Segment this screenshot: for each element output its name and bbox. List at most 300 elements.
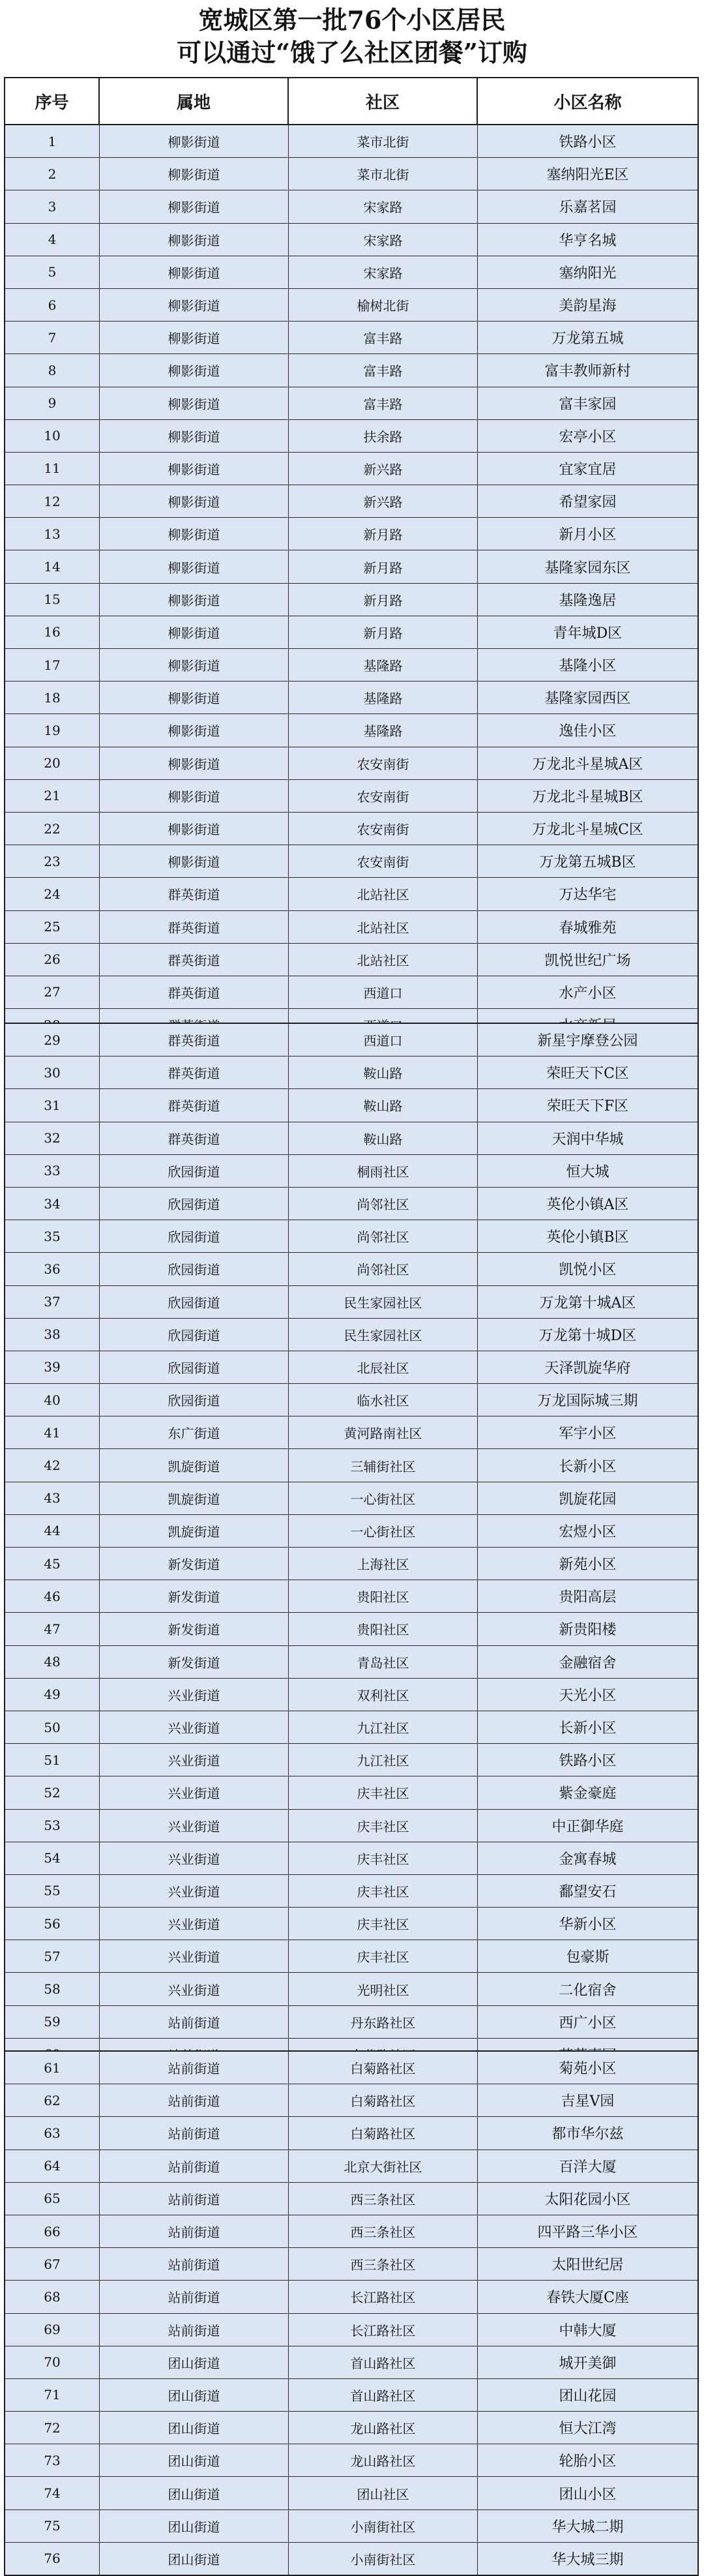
table-panel-1: [4, 77, 699, 1042]
cell-community: 榆树北街: [289, 289, 478, 321]
cell-subdistrict: 柳影街道: [100, 747, 289, 779]
cell-index: 20: [5, 747, 100, 779]
cell-subdistrict: 兴业街道: [100, 1776, 289, 1808]
table-row: [5, 2183, 697, 2215]
cell-subdistrict: 群英街道: [100, 976, 289, 1008]
table-row: [5, 1155, 697, 1188]
cell-subdistrict: 柳影街道: [100, 387, 289, 419]
cell-community: 基隆路: [289, 681, 478, 713]
cell-index: 68: [5, 2281, 100, 2313]
cell-index: 19: [5, 714, 100, 746]
cell-residence-name: 四平路三华小区: [537, 2224, 638, 2241]
cell-community: 农安南街: [289, 747, 478, 779]
header-subdistrict: 属地: [100, 78, 289, 124]
cell-residence-name: 春铁大厦C座: [546, 2290, 629, 2307]
table-row: [5, 2052, 697, 2084]
cell-index: 15: [5, 584, 100, 616]
table-row: [5, 1056, 697, 1089]
cell-community: 农安南街: [289, 845, 478, 877]
table-row: [5, 1384, 697, 1416]
table-row: [5, 2346, 697, 2379]
cell-residence-name: 金融宿舍: [559, 1655, 617, 1671]
cell-residence-name: 华大城二期: [551, 2519, 624, 2536]
cell-community: 北站社区: [289, 944, 478, 976]
cell-subdistrict: 群英街道: [100, 1024, 289, 1056]
cell-residence-name: 荣旺天下F区: [546, 1098, 629, 1115]
table-row: [5, 649, 697, 681]
cell-community: 庆丰社区: [289, 1875, 478, 1907]
table-row: [5, 1253, 697, 1285]
cell-index: 23: [5, 845, 100, 877]
cell-index: 72: [5, 2412, 100, 2444]
table-row: [5, 518, 697, 550]
cell-community: 桐雨社区: [289, 1155, 478, 1187]
cell-index: 59: [5, 2006, 100, 2038]
table-row: [5, 1449, 697, 1482]
table-row: [5, 2248, 697, 2281]
cell-community: 新月路: [289, 584, 478, 616]
cell-index: 30: [5, 1056, 100, 1088]
cell-subdistrict: 站前街道: [100, 2117, 289, 2149]
cell-residence-name: 金寓春城: [559, 1851, 617, 1868]
cell-index: 22: [5, 813, 100, 845]
table-panel-3: [4, 2050, 699, 2576]
cell-residence-name: 天泽凯旋华府: [544, 1360, 631, 1377]
cell-community: 西三条社区: [289, 2183, 478, 2215]
cell-community: 鞍山路: [289, 1122, 478, 1154]
cell-community: 贵阳社区: [289, 1580, 478, 1612]
table-row: [5, 1515, 697, 1548]
table-row: [5, 2006, 697, 2039]
cell-residence-name: 富丰家园: [559, 396, 617, 413]
cell-index: 67: [5, 2248, 100, 2280]
cell-index: 37: [5, 1286, 100, 1318]
cell-residence-name: 吉星V园: [561, 2093, 615, 2110]
cell-community: 农安南街: [289, 813, 478, 845]
cell-residence-name: 青年城D区: [553, 625, 623, 642]
table-row: [5, 1842, 697, 1875]
cell-community: 宋家路: [289, 224, 478, 256]
cell-subdistrict: 柳影街道: [100, 256, 289, 288]
cell-index: 43: [5, 1482, 100, 1514]
table-row: [5, 1580, 697, 1613]
cell-subdistrict: 欣园街道: [100, 1286, 289, 1318]
cell-index: 55: [5, 1875, 100, 1907]
cell-subdistrict: 站前街道: [100, 2183, 289, 2215]
cell-residence-name: 万龙北斗星城C区: [532, 822, 643, 839]
cell-residence-name: 万龙北斗星城B区: [532, 788, 643, 805]
table-row: [5, 1679, 697, 1711]
cell-community: 北站社区: [289, 878, 478, 910]
table-row: [5, 1711, 697, 1744]
cell-index: 42: [5, 1449, 100, 1481]
cell-residence-name: 太阳世纪居: [551, 2257, 624, 2274]
cell-subdistrict: 柳影街道: [100, 158, 289, 190]
cell-index: 44: [5, 1515, 100, 1547]
cell-community: 小南街社区: [289, 2543, 478, 2575]
cell-subdistrict: 柳影街道: [100, 813, 289, 845]
cell-index: 9: [5, 387, 100, 419]
title-line-2: 可以通过“饿了么社区团餐”订购: [177, 38, 527, 67]
cell-subdistrict: 群英街道: [100, 1056, 289, 1088]
cell-subdistrict: 站前街道: [100, 2215, 289, 2247]
cell-subdistrict: 群英街道: [100, 1122, 289, 1154]
table-row: [5, 158, 697, 190]
cell-community: 庆丰社区: [289, 1940, 478, 1972]
cell-index: 13: [5, 518, 100, 550]
cell-subdistrict: 欣园街道: [100, 1319, 289, 1351]
cell-residence-name: 贵阳高层: [559, 1589, 617, 1606]
cell-community: 上海社区: [289, 1548, 478, 1580]
cell-index: 2: [5, 158, 100, 190]
cell-community: 小南街社区: [289, 2510, 478, 2542]
cell-index: 51: [5, 1744, 100, 1776]
cell-residence-name: 新月小区: [559, 527, 617, 544]
cell-subdistrict: 欣园街道: [100, 1253, 289, 1285]
table-header: [5, 78, 697, 125]
cell-index: 39: [5, 1351, 100, 1383]
cell-index: 76: [5, 2543, 100, 2575]
table-row: [5, 1940, 697, 1973]
cell-community: 庆丰社区: [289, 1842, 478, 1874]
cell-residence-name: 新贵阳楼: [559, 1622, 617, 1639]
table-panel-2: [4, 1023, 699, 2072]
cell-community: 双利社区: [289, 1679, 478, 1711]
cell-residence-name: 城开美御: [559, 2355, 617, 2372]
cell-community: 团山社区: [289, 2477, 478, 2509]
table-row: [5, 1024, 697, 1056]
cell-residence-name: 宏亭小区: [559, 428, 617, 445]
table-row: [5, 256, 697, 289]
cell-index: 24: [5, 878, 100, 910]
cell-community: 新月路: [289, 518, 478, 550]
cell-community: 新兴路: [289, 485, 478, 517]
table-row: [5, 2444, 697, 2477]
cell-index: 4: [5, 224, 100, 256]
cell-residence-name: 宏煜小区: [559, 1523, 617, 1540]
table-row: [5, 2314, 697, 2346]
cell-residence-name: 万龙第五城B区: [539, 854, 636, 871]
cell-subdistrict: 欣园街道: [100, 1155, 289, 1187]
cell-index: 63: [5, 2117, 100, 2149]
table-row: [5, 1973, 697, 2005]
page-title: [0, 0, 704, 77]
cell-community: 长江路社区: [289, 2281, 478, 2313]
cell-subdistrict: 群英街道: [100, 878, 289, 910]
cell-index: 16: [5, 616, 100, 648]
cell-index: 69: [5, 2314, 100, 2346]
cell-subdistrict: 团山街道: [100, 2510, 289, 2542]
cell-subdistrict: 欣园街道: [100, 1384, 289, 1416]
cell-residence-name: 春城雅苑: [559, 920, 617, 936]
cell-index: 29: [5, 1024, 100, 1056]
header-residence-name: 小区名称: [553, 93, 622, 113]
cell-residence-name: 凯旋花园: [559, 1491, 617, 1508]
cell-subdistrict: 新发街道: [100, 1580, 289, 1612]
cell-community: 光明社区: [289, 1973, 478, 2005]
cell-residence-name: 团山小区: [559, 2486, 617, 2503]
table-row: [5, 2215, 697, 2248]
table-row: [5, 1908, 697, 1940]
cell-index: 62: [5, 2084, 100, 2116]
cell-subdistrict: 团山街道: [100, 2412, 289, 2444]
cell-subdistrict: 团山街道: [100, 2444, 289, 2476]
cell-community: 菜市北街: [289, 158, 478, 190]
cell-index: 66: [5, 2215, 100, 2247]
cell-subdistrict: 兴业街道: [100, 1711, 289, 1743]
cell-index: 41: [5, 1416, 100, 1448]
cell-index: 8: [5, 354, 100, 386]
cell-community: 白菊路社区: [289, 2117, 478, 2149]
cell-community: 鞍山路: [289, 1089, 478, 1121]
table-row: [5, 780, 697, 813]
cell-subdistrict: 柳影街道: [100, 322, 289, 353]
cell-subdistrict: 群英街道: [100, 944, 289, 976]
cell-index: 32: [5, 1122, 100, 1154]
cell-residence-name: 英伦小镇B区: [546, 1229, 629, 1246]
cell-community: 首山路社区: [289, 2346, 478, 2378]
cell-community: 白菊路社区: [289, 2084, 478, 2116]
cell-index: 50: [5, 1711, 100, 1743]
cell-subdistrict: 柳影街道: [100, 190, 289, 222]
cell-index: 10: [5, 420, 100, 452]
cell-residence-name: 西广小区: [559, 2014, 617, 2031]
cell-residence-name: 军宇小区: [559, 1426, 617, 1443]
cell-subdistrict: 柳影街道: [100, 125, 289, 157]
cell-subdistrict: 站前街道: [100, 2052, 289, 2084]
table-row: [5, 1188, 697, 1220]
cell-subdistrict: 柳影街道: [100, 453, 289, 485]
cell-residence-name: 长新小区: [559, 1720, 617, 1737]
table-row: [5, 976, 697, 1009]
cell-community: 农安南街: [289, 780, 478, 812]
cell-residence-name: 万龙国际城三期: [537, 1393, 638, 1410]
cell-subdistrict: 凯旋街道: [100, 1515, 289, 1547]
cell-index: 31: [5, 1089, 100, 1121]
cell-subdistrict: 兴业街道: [100, 1744, 289, 1776]
cell-subdistrict: 柳影街道: [100, 584, 289, 616]
table-row: [5, 2084, 697, 2117]
cell-subdistrict: 团山街道: [100, 2543, 289, 2575]
cell-residence-name: 美韵星海: [559, 298, 617, 315]
cell-subdistrict: 柳影街道: [100, 420, 289, 452]
cell-community: 富丰路: [289, 354, 478, 386]
cell-residence-name: 都市华尔兹: [551, 2126, 624, 2143]
table-row: [5, 1416, 697, 1449]
table-row: [5, 224, 697, 256]
cell-subdistrict: 站前街道: [100, 2006, 289, 2038]
cell-subdistrict: 团山街道: [100, 2346, 289, 2378]
table-row: [5, 1220, 697, 1253]
cell-index: 18: [5, 681, 100, 713]
table-row: [5, 1776, 697, 1809]
table-row: [5, 354, 697, 387]
cell-residence-name: 万龙第十城D区: [538, 1327, 637, 1344]
cell-subdistrict: 兴业街道: [100, 1908, 289, 1939]
cell-index: 61: [5, 2052, 100, 2084]
table-row: [5, 1548, 697, 1580]
cell-index: 17: [5, 649, 100, 681]
cell-index: 25: [5, 911, 100, 943]
cell-community: 新月路: [289, 616, 478, 648]
table-row: [5, 2412, 697, 2444]
table-row: [5, 289, 697, 322]
cell-residence-name: 长新小区: [559, 1458, 617, 1475]
cell-residence-name: 包豪斯: [566, 1949, 609, 1966]
cell-index: 70: [5, 2346, 100, 2378]
table-row: [5, 453, 697, 485]
cell-residence-name: 紫金豪庭: [559, 1786, 617, 1803]
cell-index: 52: [5, 1776, 100, 1808]
cell-subdistrict: 团山街道: [100, 2477, 289, 2509]
cell-community: 菜市北街: [289, 125, 478, 157]
cell-subdistrict: 柳影街道: [100, 550, 289, 582]
cell-community: 北站社区: [289, 911, 478, 943]
cell-subdistrict: 柳影街道: [100, 485, 289, 517]
cell-community: 九江社区: [289, 1711, 478, 1743]
cell-residence-name: 天润中华城: [551, 1131, 624, 1148]
table-row: [5, 2543, 697, 2575]
cell-index: 36: [5, 1253, 100, 1285]
cell-community: 首山路社区: [289, 2379, 478, 2411]
cell-residence-name: 华亨名城: [559, 232, 617, 249]
table-row: [5, 2510, 697, 2543]
cell-community: 贵阳社区: [289, 1613, 478, 1645]
cell-index: 64: [5, 2150, 100, 2182]
table-row: [5, 550, 697, 583]
cell-subdistrict: 欣园街道: [100, 1188, 289, 1220]
cell-index: 54: [5, 1842, 100, 1874]
cell-community: 西道口: [289, 1024, 478, 1056]
cell-subdistrict: 新发街道: [100, 1646, 289, 1678]
table-row: [5, 845, 697, 878]
cell-community: 三辅街社区: [289, 1449, 478, 1481]
cell-index: 45: [5, 1548, 100, 1580]
cell-subdistrict: 柳影街道: [100, 780, 289, 812]
table-row: [5, 1286, 697, 1319]
cell-residence-name: 宜家宜居: [559, 461, 617, 478]
cell-community: 九江社区: [289, 1744, 478, 1776]
cell-subdistrict: 东广街道: [100, 1416, 289, 1448]
cell-index: 21: [5, 780, 100, 812]
cell-community: 宋家路: [289, 256, 478, 288]
cell-index: 73: [5, 2444, 100, 2476]
cell-subdistrict: 柳影街道: [100, 354, 289, 386]
table-row: [5, 747, 697, 780]
cell-subdistrict: 新发街道: [100, 1548, 289, 1580]
cell-index: 47: [5, 1613, 100, 1645]
cell-subdistrict: 凯旋街道: [100, 1482, 289, 1514]
table-row: [5, 944, 697, 976]
cell-subdistrict: 站前街道: [100, 2281, 289, 2313]
cell-residence-name: 万龙第五城: [551, 331, 624, 348]
cell-subdistrict: 柳影街道: [100, 681, 289, 713]
cell-subdistrict: 凯旋街道: [100, 1449, 289, 1481]
table-row: [5, 1810, 697, 1842]
cell-residence-name: 水产小区: [559, 985, 617, 1002]
table-row: [5, 125, 697, 158]
cell-index: 27: [5, 976, 100, 1008]
table-row: [5, 1613, 697, 1645]
cell-community: 民生家园社区: [289, 1319, 478, 1351]
table-row: [5, 420, 697, 453]
cell-residence-name: 太阳花园小区: [544, 2191, 631, 2208]
cell-community: 尚邻社区: [289, 1220, 478, 1252]
cell-index: 49: [5, 1679, 100, 1711]
cell-community: 新兴路: [289, 453, 478, 485]
cell-residence-name: 逸佳小区: [559, 723, 617, 740]
cell-index: 26: [5, 944, 100, 976]
cell-subdistrict: 新发街道: [100, 1613, 289, 1645]
cell-residence-name: 富丰教师新村: [544, 363, 631, 380]
cell-index: 46: [5, 1580, 100, 1612]
table-row: [5, 2477, 697, 2509]
table-row: [5, 681, 697, 714]
table-row: [5, 387, 697, 420]
cell-residence-name: 菊苑小区: [559, 2061, 617, 2078]
table-row: [5, 1744, 697, 1776]
cell-community: 丹东路社区: [289, 2006, 478, 2038]
cell-residence-name: 基隆家园东区: [544, 560, 631, 577]
cell-residence-name: 铁路小区: [559, 1753, 617, 1770]
cell-community: 龙山路社区: [289, 2412, 478, 2444]
cell-index: 56: [5, 1908, 100, 1939]
cell-residence-name: 中正御华庭: [551, 1818, 624, 1835]
cell-index: 40: [5, 1384, 100, 1416]
table-row: [5, 1646, 697, 1679]
cell-subdistrict: 柳影街道: [100, 714, 289, 746]
cell-community: 民生家园社区: [289, 1286, 478, 1318]
table-row: [5, 1089, 697, 1122]
cell-community: 尚邻社区: [289, 1188, 478, 1220]
cell-residence-name: 华新小区: [559, 1917, 617, 1934]
cell-subdistrict: 兴业街道: [100, 1973, 289, 2005]
cell-community: 庆丰社区: [289, 1776, 478, 1808]
table-row: [5, 1319, 697, 1351]
cell-residence-name: 轮胎小区: [559, 2453, 617, 2470]
cell-community: 新月路: [289, 550, 478, 582]
cell-residence-name: 百洋大厦: [559, 2159, 617, 2176]
cell-residence-name: 恒大江湾: [559, 2421, 617, 2438]
cell-subdistrict: 欣园街道: [100, 1220, 289, 1252]
cell-subdistrict: 站前街道: [100, 2314, 289, 2346]
cell-subdistrict: 兴业街道: [100, 1679, 289, 1711]
cell-residence-name: 鄱望安石: [559, 1883, 617, 1900]
header-index: 序号: [5, 78, 100, 124]
cell-community: 庆丰社区: [289, 1908, 478, 1939]
cell-residence-name: 塞纳阳光: [559, 265, 617, 282]
cell-subdistrict: 欣园街道: [100, 1351, 289, 1383]
cell-subdistrict: 兴业街道: [100, 1842, 289, 1874]
cell-community: 西道口: [289, 976, 478, 1008]
cell-residence-name: 塞纳阳光E区: [546, 167, 629, 184]
cell-subdistrict: 柳影街道: [100, 649, 289, 681]
cell-residence-name: 新星宇摩登公园: [537, 1033, 638, 1050]
cell-index: 53: [5, 1810, 100, 1842]
cell-residence-name: 万达华宅: [559, 887, 617, 904]
table-row: [5, 2379, 697, 2412]
cell-subdistrict: 兴业街道: [100, 1810, 289, 1842]
cell-index: 71: [5, 2379, 100, 2411]
cell-index: 75: [5, 2510, 100, 2542]
cell-residence-name: 恒大城: [566, 1163, 609, 1180]
cell-residence-name: 华大城三期: [551, 2551, 624, 2568]
cell-community: 基隆路: [289, 649, 478, 681]
cell-subdistrict: 兴业街道: [100, 1940, 289, 1972]
cell-community: 北辰社区: [289, 1351, 478, 1383]
cell-index: 48: [5, 1646, 100, 1678]
cell-residence-name: 基隆家园西区: [544, 691, 631, 708]
